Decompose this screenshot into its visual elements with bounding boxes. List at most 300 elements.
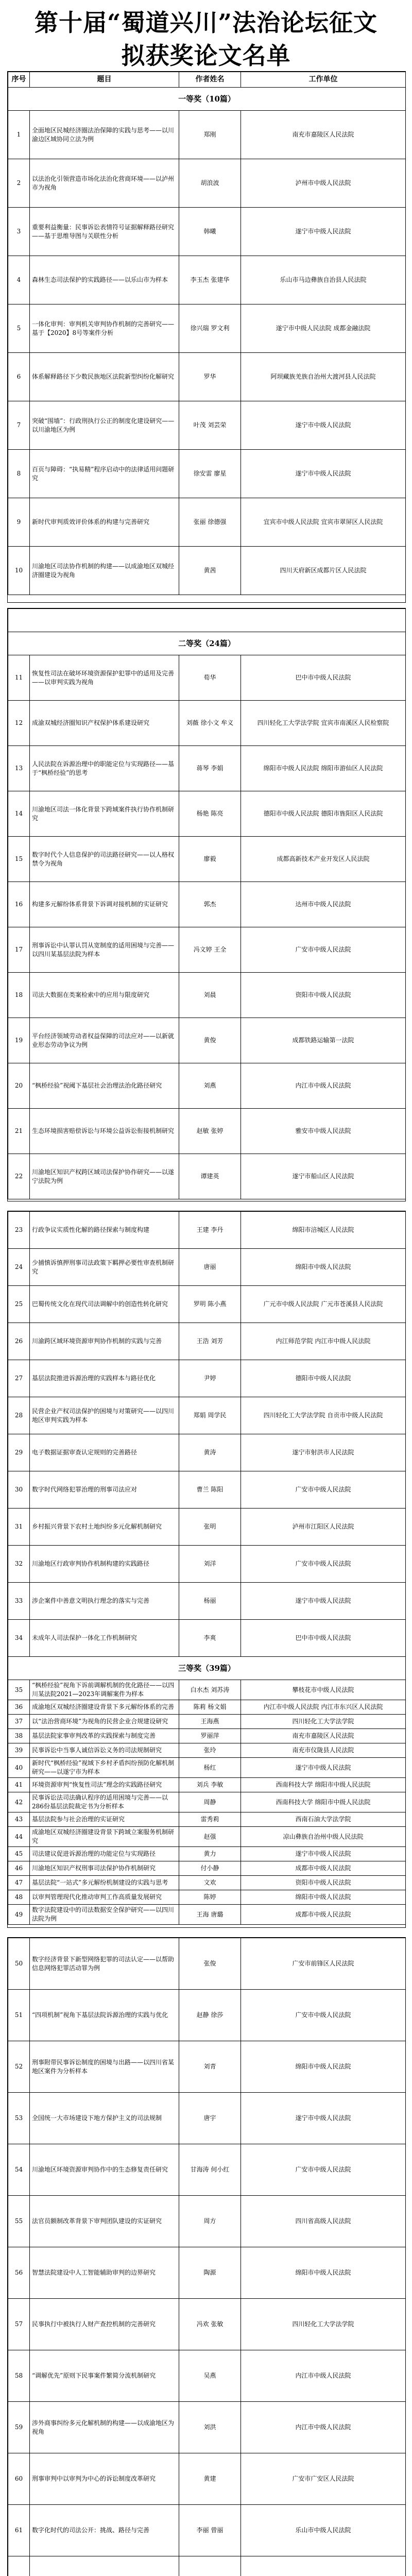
row-unit: 南充市嘉陵区人民法院 [241, 111, 406, 159]
row-author: 徐安雷 廖星 [179, 450, 241, 498]
row-number: 59 [8, 2402, 30, 2453]
row-title: 数字时代个人信息保护的司法路径研究——以人格权禁令为视角 [30, 837, 179, 882]
row-title: 以法治化引领营造市场化法治化营商环境——以泸州市为视角 [30, 159, 179, 208]
row-author: 王建 李丹 [179, 1212, 241, 1249]
row-title: 司法建议促进诉源治理的功能定位与实现路径 [30, 1847, 179, 1861]
row-title: 乡村振兴背景下农村土地纠纷多元化解机制研究 [30, 1509, 179, 1546]
row-unit: 绵阳市涪城区人民法院 [241, 1212, 406, 1249]
row-number: 55 [8, 2196, 30, 2247]
row-number: 23 [8, 1212, 30, 1249]
row-title: 体系解释路径下少数民族地区法院新型纠纷化解研究 [30, 353, 179, 401]
row-author: 黄俊 [179, 1018, 241, 1063]
page-title-line1: 第十届“蜀道兴川”法治论坛征文 [35, 9, 377, 37]
row-unit: 内江师范学院 内江市中级人民法院 [241, 1323, 406, 1360]
row-unit: 成都高新技术产业开发区人民法院 [241, 837, 406, 882]
table-row [8, 1249, 406, 1286]
row-title: 川渝跨区域环境资源审判协作机制的实践与完善 [30, 1323, 179, 1360]
table-row [8, 2299, 406, 2350]
row-unit: 巴中市中级人民法院 [241, 655, 406, 701]
row-unit: 遂宁市中级人民法院 [241, 1583, 406, 1620]
row-unit: 泸州市中级人民法院 [241, 159, 406, 208]
row-title: “调解优先”原则下民事案件繁简分流机制研究 [30, 2350, 179, 2402]
table-row [8, 1758, 406, 1778]
table-row [8, 1397, 406, 1434]
row-title: 未成年人司法保护一体化工作机制研究 [30, 1620, 179, 1657]
table-row [8, 1778, 406, 1792]
row-number: 17 [8, 927, 30, 973]
table-row [8, 547, 406, 595]
row-title: 数字时代网络犯罪治理的刑事司法应对 [30, 1471, 179, 1509]
row-unit: 成都市中级人民法院 [241, 1905, 406, 1925]
row-title: 巴蜀传统文化在现代司法调解中的创造性转化研究 [30, 1286, 179, 1323]
table-row [8, 1700, 406, 1715]
row-author: 唐丽 [179, 1249, 241, 1286]
row-title: 数字化时代的司法公开：挑战、路径与完善 [30, 2505, 179, 2556]
row-number: 53 [8, 2093, 30, 2144]
row-title: 以审判管理现代化推动审判工作高质量发展研究 [30, 1890, 179, 1905]
row-author: 李丽 曾丽 [179, 2505, 241, 2556]
row-title: 司法大数据在类案检索中的应用与限度研究 [30, 973, 179, 1018]
row-author [179, 2556, 241, 2576]
row-title: 基层法院家事审判改革的实践探索与制度完善 [30, 1729, 179, 1743]
row-title: 基层法院参与社会治理的实证研究 [30, 1812, 179, 1827]
row-author: 甘海涛 何小红 [179, 2144, 241, 2196]
table-row [8, 1680, 406, 1700]
row-author: 黄涛 [179, 1434, 241, 1471]
table-row [8, 746, 406, 791]
row-number: 46 [8, 1861, 30, 1876]
row-author: 郭杰 [179, 882, 241, 927]
row-number: 20 [8, 1063, 30, 1109]
row-title: 新时代“枫桥经验”视域下乡村矛盾纠纷预防化解机制研究——以遂宁市为样本 [30, 1758, 179, 1778]
row-number: 7 [8, 401, 30, 450]
row-number: 5 [8, 304, 30, 353]
table-row [8, 973, 406, 1018]
table-row [8, 1905, 406, 1925]
row-author: 赵静 徐莎 [179, 1990, 241, 2041]
row-unit: 宜宾市中级人民法院 宜宾市翠屏区人民法院 [241, 498, 406, 547]
list-sheet-3 [7, 1211, 406, 1928]
row-author: 王浩 刘芳 [179, 1323, 241, 1360]
table-row [8, 2041, 406, 2093]
row-unit: 巴中市中级人民法院 [241, 1620, 406, 1657]
row-author: 冯文婷 王全 [179, 927, 241, 973]
row-title: 环境资源审判“恢复性司法”理念的实践路径研究 [30, 1778, 179, 1792]
row-number: 61 [8, 2505, 30, 2556]
row-unit: 四川轻化工大学法学院 [241, 1715, 406, 1729]
row-number: 44 [8, 1827, 30, 1847]
row-number: 32 [8, 1546, 30, 1583]
row-number: 12 [8, 701, 30, 746]
list-sheet-2 [7, 608, 406, 1201]
row-title: 民事执行中被执行人财产查控机制的完善研究 [30, 2299, 179, 2350]
row-title: 百页与障碍：“执易精”程序启动中的法律适用问题研究 [30, 450, 179, 498]
row-unit: 西南石油大学法学院 [241, 1812, 406, 1827]
page-title-line2: 拟获奖论文名单 [121, 42, 291, 70]
table-row [8, 1847, 406, 1861]
row-author: 周静 [179, 1792, 241, 1812]
row-author: 陶源 [179, 2247, 241, 2299]
row-title: 一体化审判：审判机关审判协作机制的完善研究——基于【2020】8号等案件分析 [30, 304, 179, 353]
table-row [8, 2093, 406, 2144]
table-row [8, 1154, 406, 1199]
row-author: 杨丽 [179, 1583, 241, 1620]
table-row [8, 401, 406, 450]
row-title: 恢复性司法在破坏环境资源保护犯罪中的适用及完善——以审判实践为视角 [30, 655, 179, 701]
table-row [8, 1715, 406, 1729]
table-row [8, 1743, 406, 1758]
row-unit: 四川轻化工大学法学院 宜宾市南溪区人民检察院 [241, 701, 406, 746]
row-unit: 广安市中级人民法院 [241, 2144, 406, 2196]
row-number: 34 [8, 1620, 30, 1657]
row-title: 平台经济领域劳动者权益保障的司法应对——以新就业形态劳动争议为例 [30, 1018, 179, 1063]
row-title: 人民法院在诉源治理中的职能定位与实现路径——基于“枫桥经验”的思考 [30, 746, 179, 791]
row-unit: 达州市中级人民法院 [241, 882, 406, 927]
table-row [8, 655, 406, 701]
row-number: 33 [8, 1583, 30, 1620]
row-title: 刑事审判中以审判为中心的诉讼制度改革研究 [30, 2453, 179, 2505]
table-row [8, 1471, 406, 1509]
row-unit: 遂宁市中级人民法院 成都金融法院 [241, 304, 406, 353]
row-unit: 资阳市中级人民法院 [241, 973, 406, 1018]
row-unit: 遂宁市中级人民法院 [241, 1758, 406, 1778]
row-unit: 绵阳市中级人民法院 [241, 2041, 406, 2093]
row-number: 3 [8, 208, 30, 256]
row-number: 18 [8, 973, 30, 1018]
row-unit: 广安市中级人民法院 [241, 1546, 406, 1583]
row-unit: 广元市中级人民法院 广元市苍溪县人民法院 [241, 1286, 406, 1323]
column-header: 序号 [8, 72, 30, 88]
row-number: 54 [8, 2144, 30, 2196]
row-number: 31 [8, 1509, 30, 1546]
column-header: 作者姓名 [179, 72, 241, 88]
row-author: 谭建英 [179, 1154, 241, 1199]
row-number: 39 [8, 1743, 30, 1758]
row-number: 9 [8, 498, 30, 547]
row-unit: 南充市嘉陵区人民法院 [241, 1729, 406, 1743]
table-row [8, 2453, 406, 2505]
row-unit: 遂宁市中级人民法院 [241, 401, 406, 450]
table-row [8, 1434, 406, 1471]
table-row [8, 837, 406, 882]
row-author: 韩曦 [179, 208, 241, 256]
table-row [8, 882, 406, 927]
row-author: 郑娟 周学民 [179, 1397, 241, 1434]
table-row [8, 1827, 406, 1847]
row-number: 58 [8, 2350, 30, 2402]
row-unit: 成都市中级人民法院 [241, 1861, 406, 1876]
row-unit: 资阳市中级人民法院 [241, 1876, 406, 1890]
row-number: 28 [8, 1397, 30, 1434]
row-author: 尹婷 [179, 1360, 241, 1397]
blank-row [8, 609, 406, 632]
row-unit: 南充市仪陇县人民法院 [241, 1743, 406, 1758]
row-title: 以“法治营商环境”为视角的民营企业合规建设研究 [30, 1715, 179, 1729]
row-number: 27 [8, 1360, 30, 1397]
row-number: 40 [8, 1758, 30, 1778]
row-unit: 遂宁市中级人民法院 [241, 1847, 406, 1861]
section-heading-first: 一等奖（10篇） [8, 88, 406, 111]
table-row [8, 1938, 406, 1990]
row-author: 刘洪 [179, 2402, 241, 2453]
row-number: 4 [8, 256, 30, 304]
table-row [8, 1018, 406, 1063]
row-number: 56 [8, 2247, 30, 2299]
row-author: 吴燕 [179, 2350, 241, 2402]
table-row [8, 2556, 406, 2576]
row-number: 19 [8, 1018, 30, 1063]
table-row [8, 1729, 406, 1743]
row-title: “四项机制”视角下基层法院诉源治理的实践与优化 [30, 1990, 179, 2041]
row-unit: 乐山市中级人民法院 [241, 2505, 406, 2556]
row-number: 25 [8, 1286, 30, 1323]
table-row [8, 111, 406, 159]
table-row [8, 791, 406, 837]
table-row [8, 1890, 406, 1905]
row-number: 37 [8, 1715, 30, 1729]
row-title: 突破“围墙”：行政刑执行公正的制度化建设研究——以川渝地区为例 [30, 401, 179, 450]
row-unit: 绵阳市中级人民法院 [241, 1890, 406, 1905]
row-author: 雷秀莉 [179, 1812, 241, 1827]
row-author: 唐宇 [179, 2093, 241, 2144]
row-title: 民事诉讼法司法确认程序的适用困境与完善——以286份基层法院裁定书为分析样本 [30, 1792, 179, 1812]
row-unit: 德阳市中级人民法院 德阳市旌阳区人民法院 [241, 791, 406, 837]
row-title: 森林生态司法保护的实践路径——以乐山市为样本 [30, 256, 179, 304]
row-number: 13 [8, 746, 30, 791]
row-title: 新时代审判质效评价体系的构建与完善研究 [30, 498, 179, 547]
row-unit: 德阳市中级人民法院 [241, 1360, 406, 1397]
table-row [8, 2196, 406, 2247]
table-row [8, 1063, 406, 1109]
row-number: 26 [8, 1323, 30, 1360]
row-unit: 绵阳市中级人民法院 [241, 1249, 406, 1286]
row-title: “枫桥经验”视阈下基层社会治理法治化路径研究 [30, 1063, 179, 1109]
row-unit: 遂宁市射洪市人民法院 [241, 1434, 406, 1471]
row-title: 成渝地区双城经济圈建设背景下多元解纷体系的完善 [30, 1700, 179, 1715]
row-author: 刘青 [179, 2041, 241, 2093]
table-row [8, 1360, 406, 1397]
row-number: 49 [8, 1905, 30, 1925]
row-number [8, 2556, 30, 2576]
row-author: 郑刚 [179, 111, 241, 159]
table-row [8, 1212, 406, 1249]
row-title: 构建多元解纷体系背景下诉调对接机制的实证研究 [30, 882, 179, 927]
table-row [8, 701, 406, 746]
row-title: 川渝地区知识产权跨区域司法保护协作研究——以遂宁法院为例 [30, 1154, 179, 1199]
table-row [8, 1286, 406, 1323]
row-author: 黄力 [179, 1847, 241, 1861]
row-title: 涉企案件中善意文明执行理念的落实与完善 [30, 1583, 179, 1620]
row-title: 成渝双城经济圈知识产权保护体系建设研究 [30, 701, 179, 746]
row-author: 杨艳 陈亮 [179, 791, 241, 837]
row-author: 胡浪波 [179, 159, 241, 208]
row-title: 成渝地区双城经济圈建设背景下跨域立案服务机制研究 [30, 1827, 179, 1847]
row-number: 41 [8, 1778, 30, 1792]
row-title: 数字经济背景下新型网络犯罪的司法认定——以帮助信息网络犯罪活动罪为例 [30, 1938, 179, 1990]
row-title: 重要利益衡量：民事诉讼表情符号证据解释路径研究——基于思维导图与关联性分析 [30, 208, 179, 256]
row-number: 52 [8, 2041, 30, 2093]
list-sheet-4 [7, 1937, 406, 2576]
table-row [8, 2505, 406, 2556]
table-row [8, 1620, 406, 1657]
row-unit: 乐山市马边彝族自治县人民法院 [241, 256, 406, 304]
row-author: 刘薇 徐小文 牟义 [179, 701, 241, 746]
row-number: 22 [8, 1154, 30, 1199]
row-unit: 雅安市中级人民法院 [241, 1109, 406, 1154]
table-row [8, 1109, 406, 1154]
table-row [8, 1583, 406, 1620]
row-author: 罗华 [179, 353, 241, 401]
table-row [8, 2350, 406, 2402]
column-header: 题目 [30, 72, 179, 88]
row-number: 21 [8, 1109, 30, 1154]
row-number: 51 [8, 1990, 30, 2041]
row-unit: 广安市广安区人民法院 [241, 2453, 406, 2505]
row-author: 叶茂 刘芸荣 [179, 401, 241, 450]
row-author: 刘燕 [179, 1063, 241, 1109]
section-heading-third: 三等奖（39篇） [8, 1657, 406, 1680]
row-title: 川渝地区环境资源审判协作中的生态修复责任研究 [30, 2144, 179, 2196]
row-author: 刘洋 [179, 1546, 241, 1583]
row-author: 张明 [179, 1509, 241, 1546]
row-title: 川渝地区司法协作机制的构建——以成渝地区双城经济圈建设为视角 [30, 547, 179, 595]
row-unit: 四川省高级人民法院 [241, 2196, 406, 2247]
row-number: 36 [8, 1700, 30, 1715]
row-unit [241, 2556, 406, 2576]
row-number: 30 [8, 1471, 30, 1509]
row-number: 1 [8, 111, 30, 159]
row-unit: 成都铁路运输第一法院 [241, 1018, 406, 1063]
row-unit: 广安市中级人民法院 [241, 1990, 406, 2041]
row-unit: 广安市中级人民法院 [241, 1471, 406, 1509]
row-title: 川渝地区知识产权刑事司法保护协作机制研究 [30, 1861, 179, 1876]
row-title: 民营企业产权司法保护的困境与对策研究——以四川地区审判实践为样本 [30, 1397, 179, 1434]
row-title: 刑事诉讼中认罪认罚从宽制度的适用困境与完善——以四川某基层法院为样本 [30, 927, 179, 973]
row-unit: 西南科技大学 绵阳市中级人民法院 [241, 1778, 406, 1792]
row-number: 42 [8, 1792, 30, 1812]
row-author: 陈莉 杨文娟 [179, 1700, 241, 1715]
table-row [8, 1861, 406, 1876]
row-title: 川渝地区行政审判协作机制构建的实践路径 [30, 1546, 179, 1583]
table-row [8, 927, 406, 973]
row-author: 付小静 [179, 1861, 241, 1876]
row-unit: 四川轻化工大学法学院 [241, 2299, 406, 2350]
row-author: 罗明 陈小燕 [179, 1286, 241, 1323]
row-author: 张丽 徐德强 [179, 498, 241, 547]
row-title: 民事诉讼中当事人诚信诉讼义务的司法规制研究 [30, 1743, 179, 1758]
row-author: 陈婷 [179, 1890, 241, 1905]
row-author: 周方 [179, 2196, 241, 2247]
row-author: 白水杰 刘苏涛 [179, 1680, 241, 1700]
row-number: 60 [8, 2453, 30, 2505]
row-author: 张俊 [179, 1938, 241, 1990]
row-author: 冯欢 张敏 [179, 2299, 241, 2350]
row-author: 张玲 [179, 1743, 241, 1758]
row-unit: 内江市中级人民法院 内江市东兴区人民法院 [241, 1700, 406, 1715]
row-author: 蒋琴 李娟 [179, 746, 241, 791]
row-number: 16 [8, 882, 30, 927]
table-row [8, 1792, 406, 1812]
row-author: 黄建 [179, 2453, 241, 2505]
row-unit: 攀枝花市中级人民法院 [241, 1680, 406, 1700]
row-author: 刘晨 [179, 973, 241, 1018]
section-heading-second: 二等奖（24篇） [8, 632, 406, 655]
row-number: 43 [8, 1812, 30, 1827]
row-title [30, 2556, 179, 2576]
row-author: 王海燕 [179, 1715, 241, 1729]
row-unit: 四川轻化工大学法学院 自贡市中级人民法院 [241, 1397, 406, 1434]
row-number: 6 [8, 353, 30, 401]
row-author: 赵敏 张婷 [179, 1109, 241, 1154]
table-row [8, 1812, 406, 1827]
row-author: 王海 唐璐 [179, 1905, 241, 1925]
row-number: 47 [8, 1876, 30, 1890]
row-title: 全国统一大市场建设下地方保护主义的司法规制 [30, 2093, 179, 2144]
row-number: 11 [8, 655, 30, 701]
row-author: 杨红 [179, 1758, 241, 1778]
row-unit: 泸州市江阳区人民法院 [241, 1509, 406, 1546]
row-unit: 内江市中级人民法院 [241, 2402, 406, 2453]
column-header: 工作单位 [241, 72, 406, 88]
row-number: 14 [8, 791, 30, 837]
table-row [8, 353, 406, 401]
row-number: 45 [8, 1847, 30, 1861]
row-number: 8 [8, 450, 30, 498]
table-row [8, 2247, 406, 2299]
row-title: 电子数据证据审查认定规则的完善路径 [30, 1434, 179, 1471]
row-unit: 遂宁市中级人民法院 [241, 208, 406, 256]
table-row [8, 1990, 406, 2041]
table-header-row [8, 72, 406, 88]
row-title: 全面地区民城经济圈法治保障的实践与思考——以川渝边区域协同立法为例 [30, 111, 179, 159]
row-number: 35 [8, 1680, 30, 1700]
row-author: 徐兴瑞 罗文利 [179, 304, 241, 353]
row-unit: 遂宁市中级人民法院 [241, 2093, 406, 2144]
table-row [8, 1509, 406, 1546]
row-unit: 广安市中级人民法院 [241, 927, 406, 973]
table-row [8, 1546, 406, 1583]
row-author: 李玉杰 张建华 [179, 256, 241, 304]
row-title: 基层法院推进诉源治理的实践样本与路径优化 [30, 1360, 179, 1397]
row-unit: 内江市中级人民法院 [241, 2350, 406, 2402]
row-author: 赵强 [179, 1827, 241, 1847]
row-title: 川渝地区司法一体化背景下跨域案件执行协作机制研究 [30, 791, 179, 837]
row-title: 数字法院建设中的司法数据安全保护研究——以四川法院为例 [30, 1905, 179, 1925]
row-unit: 广安市前锋区人民法院 [241, 1938, 406, 1990]
table-row [8, 1323, 406, 1360]
row-unit: 四川天府新区成都片区人民法院 [241, 547, 406, 595]
row-number: 15 [8, 837, 30, 882]
table-row [8, 2402, 406, 2453]
table-row [8, 498, 406, 547]
row-number: 38 [8, 1729, 30, 1743]
row-author: 刘兵 李敏 [179, 1778, 241, 1792]
row-number: 24 [8, 1249, 30, 1286]
row-number: 57 [8, 2299, 30, 2350]
row-unit: 内江市中级人民法院 [241, 1063, 406, 1109]
row-unit: 绵阳市中级人民法院 绵阳市游仙区人民法院 [241, 746, 406, 791]
table-row [8, 159, 406, 208]
table-row [8, 1876, 406, 1890]
row-author: 黄茜 [179, 547, 241, 595]
row-title: 涉外商事纠纷多元化解机制的构建——以成渝地区为视角 [30, 2402, 179, 2453]
row-title: 生态环境损害赔偿诉讼与环境公益诉讼衔接机制研究 [30, 1109, 179, 1154]
row-number: 48 [8, 1890, 30, 1905]
table-row [8, 450, 406, 498]
table-row [8, 256, 406, 304]
row-title: 基层法院“一站式”多元解纷机制建设的实践与思考 [30, 1876, 179, 1890]
row-unit: 西南科技大学 绵阳市中级人民法院 [241, 1792, 406, 1812]
